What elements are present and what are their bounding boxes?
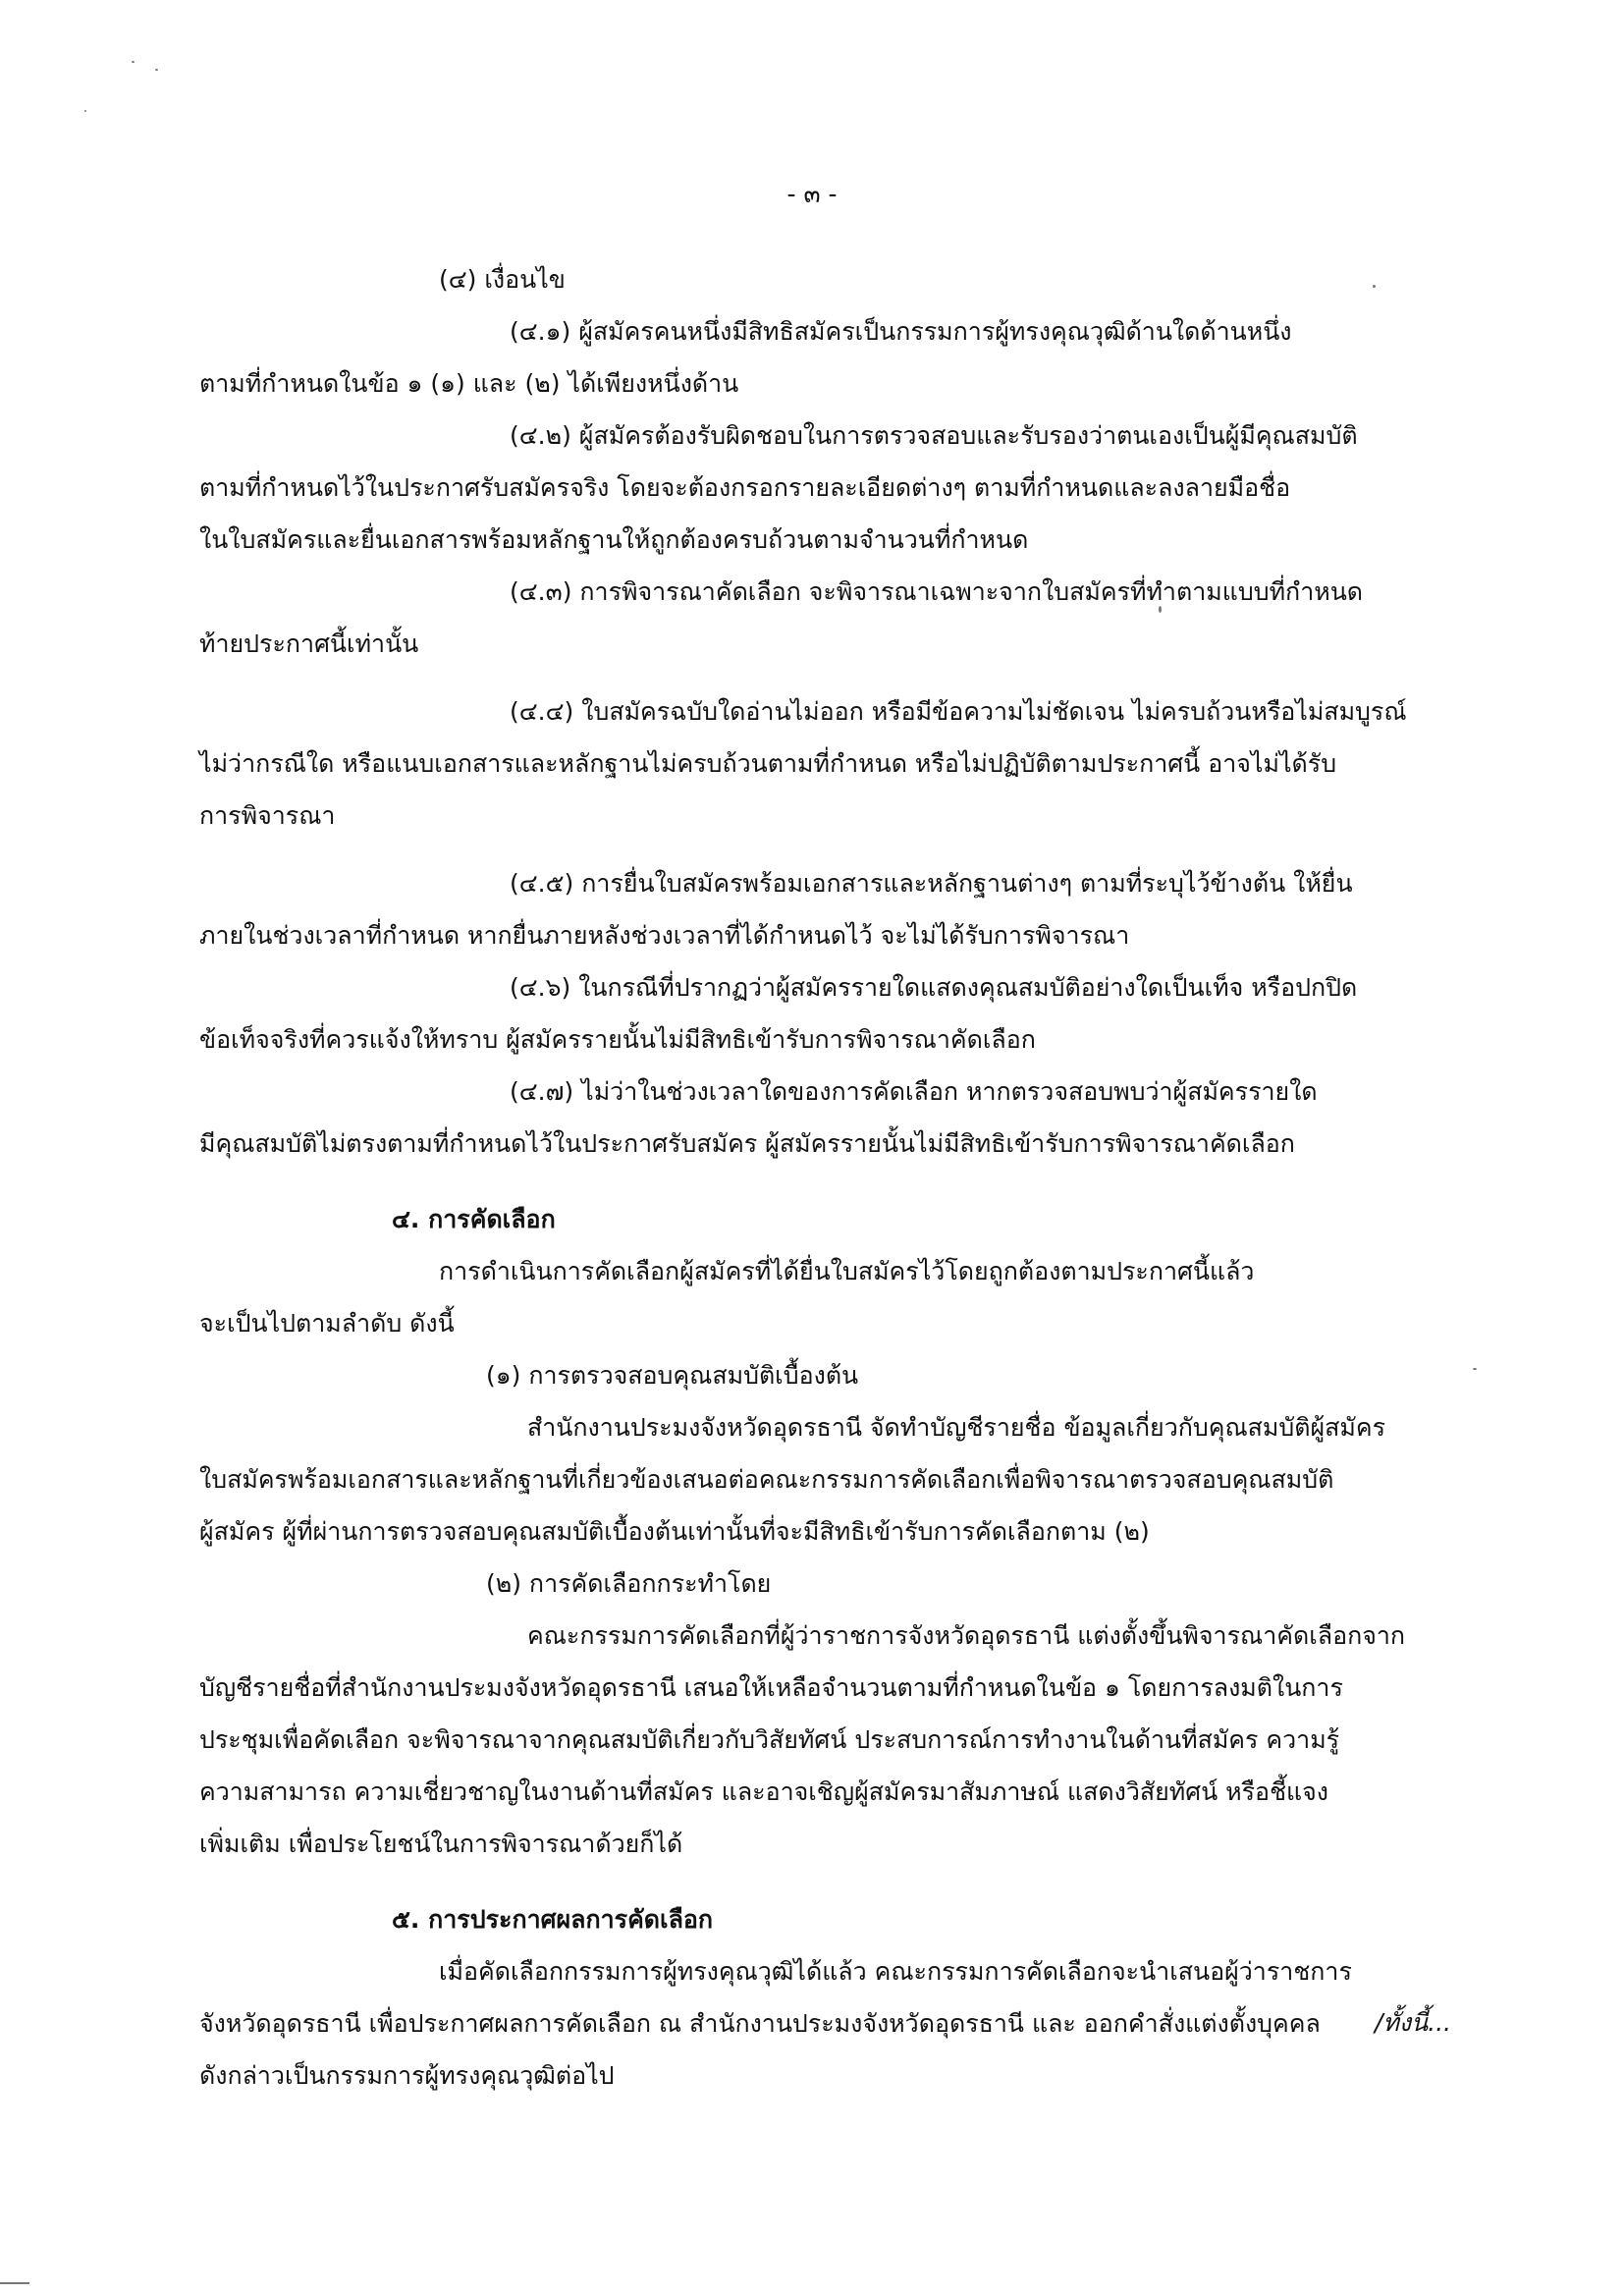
condition-4-1-line-1: (๔.๑) ผู้สมัครคนหนึ่งมีสิทธิสมัครเป็นกรรมการผู้ทรงคุณวุฒิด้านใดด้านหนึ่ง — [510, 317, 1292, 346]
condition-4-4-line-2: ไม่ว่ากรณีใด หรือแนบเอกสารและหลักฐานไม่ครบถ้วนตามที่กำหนด หรือไม่ปฏิบัติตามประกาศนี้ อาจไม่ได้รับ — [199, 749, 1337, 778]
document-body — [199, 253, 1466, 2102]
condition-4-7-line-2: มีคุณสมบัติไม่ตรงตามที่กำหนดไว้ในประกาศรับสมัคร ผู้สมัครรายนั้นไม่มีสิทธิเข้ารับการพิจารณาคัดเลือก — [199, 1129, 1295, 1158]
scan-speck — [0, 2282, 29, 2284]
condition-4-2-line-2: ตามที่กำหนดไว้ในประกาศรับสมัครจริง โดยจะต้องกรอกรายละเอียดต่างๆ ตามที่กำหนดและลงลายมือชื่อ — [199, 473, 1291, 502]
condition-4-2-line-1: (๔.๒) ผู้สมัครต้องรับผิดชอบในการตรวจสอบและรับรองว่าตนเองเป็นผู้มีคุณสมบัติ — [510, 421, 1358, 450]
conditions-heading: (๔) เงื่อนไข — [439, 265, 566, 294]
scan-speck — [84, 110, 86, 112]
scan-speck — [1159, 606, 1162, 613]
condition-4-4-line-3: การพิจารณา — [199, 801, 336, 830]
selection-step-2-line-3: ประชุมเพื่อคัดเลือก จะพิจารณาจากคุณสมบัติเกี่ยวกับวิสัยทัศน์ ประสบการณ์การทำงานในด้านที่สมัคร ความรู้ — [199, 1725, 1340, 1754]
selection-step-2-line-4: ความสามารถ ความเชี่ยวชาญในงานด้านที่สมัคร และอาจเชิญผู้สมัครมาสัมภาษณ์ แสดงวิสัยทัศน์ หรือชี้แจง — [199, 1777, 1329, 1806]
announcement-line-2: จังหวัดอุดรธานี เพื่อประกาศผลการคัดเลือก ณ สำนักงานประมงจังหวัดอุดรธานี และ ออกคำสั่งแต่งตั้งบุคคล — [199, 2009, 1321, 2038]
condition-4-4-line-1: (๔.๔) ใบสมัครฉบับใดอ่านไม่ออก หรือมีข้อความไม่ชัดเจน ไม่ครบถ้วนหรือไม่สมบูรณ์ — [510, 697, 1407, 726]
announcement-section — [199, 1893, 1466, 2102]
selection-intro-line-1: การดำเนินการคัดเลือกผู้สมัครที่ได้ยื่นใบสมัครไว้โดยถูกต้องตามประกาศนี้แล้ว — [439, 1257, 1255, 1285]
selection-step-1-line-3: ผู้สมัคร ผู้ที่ผ่านการตรวจสอบคุณสมบัติเบื้องต้นเท่านั้นที่จะมีสิทธิเข้ารับการคัดเลือกตาม (๒) — [199, 1517, 1150, 1546]
announcement-line-1: เมื่อคัดเลือกกรรมการผู้ทรงคุณวุฒิได้แล้ว คณะกรรมการคัดเลือกจะนำเสนอผู้ว่าราชการ — [439, 1957, 1352, 1986]
selection-step-2-line-5: เพิ่มเติม เพื่อประโยชน์ในการพิจารณาด้วยก็ได้ — [199, 1830, 683, 1858]
scan-speck — [1473, 1368, 1477, 1370]
scan-speck — [132, 61, 135, 63]
condition-4-5-line-2: ภายในช่วงเวลาที่กำหนด หากยื่นภายหลังช่วงเวลาที่ได้กำหนดไว้ จะไม่ได้รับการพิจารณา — [199, 921, 1130, 950]
announcement-line-3: ดังกล่าวเป็นกรรมการผู้ทรงคุณวุฒิต่อไป — [199, 2061, 615, 2090]
scan-speck — [155, 69, 158, 71]
selection-step-1-line-2: ใบสมัครพร้อมเอกสารและหลักฐานที่เกี่ยวข้องเสนอต่อคณะกรรมการคัดเลือกเพื่อพิจารณาตรวจสอบคุณสมบัติ — [199, 1465, 1334, 1494]
conditions-section — [199, 253, 1466, 1170]
condition-4-5-line-1: (๔.๕) การยื่นใบสมัครพร้อมเอกสารและหลักฐานต่างๆ ตามที่ระบุไว้ข้างต้น ให้ยื่น — [510, 869, 1353, 898]
selection-step-2-line-2: บัญชีรายชื่อที่สำนักงานประมงจังหวัดอุดรธานี เสนอให้เหลือจำนวนตามที่กำหนดในข้อ ๑ โดยการลงมติในการ — [199, 1673, 1343, 1702]
selection-heading: ๔. การคัดเลือก — [392, 1205, 556, 1233]
selection-step-1-line-1: สำนักงานประมงจังหวัดอุดรธานี จัดทำบัญชีรายชื่อ ข้อมูลเกี่ยวกับคุณสมบัติผู้สมัคร — [527, 1413, 1386, 1442]
condition-4-3-line-1: (๔.๓) การพิจารณาคัดเลือก จะพิจารณาเฉพาะจากใบสมัครที่ทำตามแบบที่กำหนด — [510, 577, 1364, 606]
selection-intro-line-2: จะเป็นไปตามลำดับ ดังนี้ — [199, 1309, 455, 1338]
announcement-heading: ๕. การประกาศผลการคัดเลือก — [392, 1905, 714, 1934]
selection-step-2-title: (๒) การคัดเลือกกระทำโดย — [486, 1569, 772, 1598]
selection-section — [199, 1193, 1466, 1870]
page-number: - ๓ - — [786, 180, 838, 208]
condition-4-1-line-2: ตามที่กำหนดในข้อ ๑ (๑) และ (๒) ได้เพียงหนึ่งด้าน — [199, 369, 739, 398]
condition-4-6-line-1: (๔.๖) ในกรณีที่ปรากฏว่าผู้สมัครรายใดแสดงคุณสมบัติอย่างใดเป็นเท็จ หรือปกปิด — [510, 973, 1358, 1002]
condition-4-2-line-3: ในใบสมัครและยื่นเอกสารพร้อมหลักฐานให้ถูกต้องครบถ้วนตามจำนวนที่กำหนด — [199, 525, 1029, 554]
condition-4-3-line-2: ท้ายประกาศนี้เท่านั้น — [199, 629, 419, 658]
continuation-marker: /ทั้งนี้... — [1374, 2008, 1451, 2037]
condition-4-7-line-1: (๔.๗) ไม่ว่าในช่วงเวลาใดของการคัดเลือก หากตรวจสอบพบว่าผู้สมัครรายใด — [510, 1077, 1318, 1106]
scan-speck — [1373, 285, 1376, 288]
selection-step-2-line-1: คณะกรรมการคัดเลือกที่ผู้ว่าราชการจังหวัดอุดรธานี แต่งตั้งขึ้นพิจารณาคัดเลือกจาก — [527, 1621, 1406, 1650]
condition-4-6-line-2: ข้อเท็จจริงที่ควรแจ้งให้ทราบ ผู้สมัครรายนั้นไม่มีสิทธิเข้ารับการพิจารณาคัดเลือก — [199, 1025, 1036, 1054]
selection-step-1-title: (๑) การตรวจสอบคุณสมบัติเบื้องต้น — [486, 1361, 859, 1390]
